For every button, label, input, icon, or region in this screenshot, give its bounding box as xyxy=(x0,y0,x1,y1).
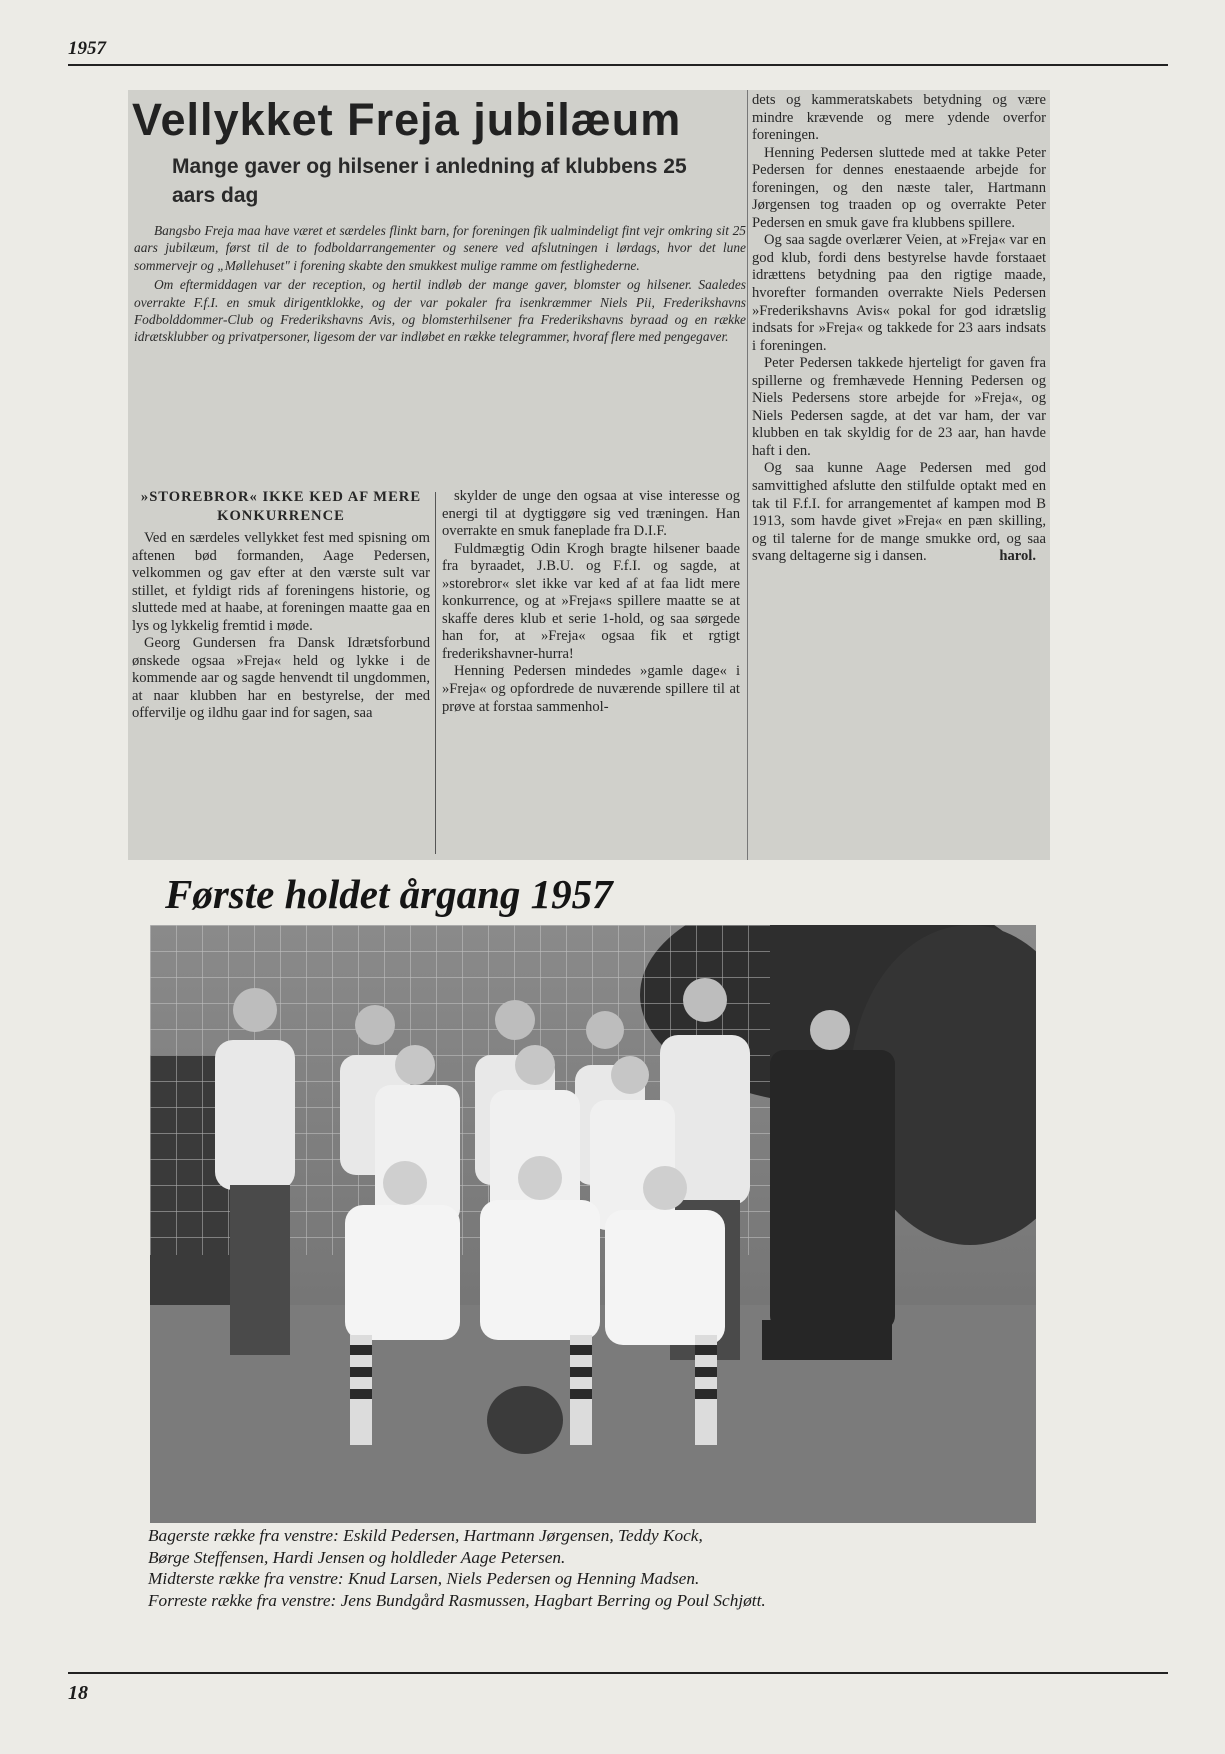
newspaper-clipping xyxy=(128,90,1050,860)
page-year: 1957 xyxy=(68,38,106,59)
body-paragraph: Peter Pedersen takkede hjerteligt for gaven fra spillerne og fremhævede Henning Pedersen og Niels Pedersens store arbejde for »Freja«, og Niels Pedersen sagde, at det var ham, der var klubben en tak skyldig for de 23 aar, han havde haft i den. xyxy=(752,355,1046,459)
caption-line: Midterste række fra venstre: Knud Larsen, Niels Pedersen og Henning Madsen. xyxy=(148,1569,700,1588)
body-paragraph: Ved en særdeles vellykket fest med spisning om aftenen bød formanden, Aage Pedersen, velkommen og gav efter at den værste sult var stillet, et fyldigt rids af foreningens historie, og sluttede med at haabe, at foreningen maatte gaa en lys og lykkelig fremtid i møde. xyxy=(132,530,430,634)
lead-paragraph: Om eftermiddagen var der reception, og hertil indløb der mange gaver, blomster og hilsener. Saaledes overrakte F.f.I. en smuk dirigentklokke, og der var pokaler fra isenkræmmer Niels Pii, Frederikshavns Fodbolddommer-Club og Frederikshavns Avis, og blomsterhilsener fra Frederikshavns byraad og en række idrætsklubber og privatpersoner, ligesom der var indløbet en række telegrammer, hvoraf flere med pengegaver. xyxy=(134,277,746,345)
body-paragraph: skylder de unge den ogsaa at vise interesse og energi til at dygtiggøre sig ved træningen. Han overrakte en smuk faneplade fra D.I.F. xyxy=(442,488,740,540)
article-column-3 xyxy=(752,92,1046,566)
body-paragraph xyxy=(752,460,1046,565)
body-paragraph: Og saa sagde overlærer Veien, at »Freja« var en god klub, fordi dens bestyrelse havde forstaaet idrættens betydning paa den rigtige maade, hvorefter formanden overrakte Niels Pedersen »Frederikshavns Avis« pokal for god idrætslig indsats for »Freja« og takkede for 23 aars indsats i foreningen. xyxy=(752,232,1046,354)
section-title: »STOREBROR« IKKE KED AF MERE KONKURRENCE xyxy=(140,489,422,524)
article-header xyxy=(128,90,748,470)
caption-line: Forreste række fra venstre: Jens Bundgård Rasmussen, Hagbart Berring og Poul Schjøtt. xyxy=(148,1590,766,1610)
body-text: Og saa kunne Aage Pedersen med god samvittighed afslutte den stilfulde optakt med en tak til F.f.I. for arrangementet af kampen mod B 1913, som havde givet »Freja« en pæn skilling, og til talerne for de mange smukke ord, og saa svang deltagerne sig i dansen. xyxy=(752,460,1046,565)
team-photo-caption xyxy=(148,1525,1108,1611)
lead-paragraph: Bangsbo Freja maa have været et særdeles flinkt barn, for foreningen fik ualmindeligt fint vejr omkring sit 25 aars jubilæum, først til de to fodboldarrangementer og senere ved afslutningen i lørdags, hvor det lune sommervejr og „Møllehuset" i forening skabte den smukkest mulige ramme om festlighederne. xyxy=(134,223,746,273)
article-subheadline: Mange gaver og hilsener i anledning af klubbens 25 aars dag xyxy=(172,155,687,207)
body-paragraph: dets og kammeratskabets betydning og være mindre krævende og mere ydende overfor foreningen. xyxy=(752,92,1046,144)
body-paragraph: Henning Pedersen sluttede med at takke Peter Pedersen for dennes enestaaende arbejde for foreningen, og den næste taler, Hartmann Jørgensen tog traaden op og overrakte Peter Pedersen en smuk gave fra klubbens spillere. xyxy=(752,144,1046,231)
team-photo xyxy=(150,925,1036,1523)
article-headline: Vellykket Freja jubilæum xyxy=(132,94,682,145)
article-column-2 xyxy=(442,488,740,716)
body-paragraph: Georg Gundersen fra Dansk Idrætsforbund ønskede ogsaa »Freja« held og lykke i de kommende aar og sagde henvendt til ungdommen, at naar klubben har en bestyrelse, der med offervilje og ildhu gaar ind for sagen, saa xyxy=(132,635,430,722)
body-paragraph: Fuldmægtig Odin Krogh bragte hilsener baade fra byraadet, J.B.U. og F.f.I. og sagde, at »storebror« slet ikke var ked af at faa lidt mere konkurrence, og at »Freja«s spillere maatte se at skaffe deres klub et serie 1-hold, og saa sørgede han for, at »Freja« ogsaa fik et rgtigt frederikshavner-hurra! xyxy=(442,540,740,662)
article-lead xyxy=(134,222,746,346)
team-photo-title: Første holdet årgang 1957 xyxy=(165,871,613,917)
article-column-1 xyxy=(132,488,430,723)
column-divider xyxy=(747,90,748,860)
header-rule xyxy=(68,64,1168,66)
body-paragraph: Henning Pedersen mindedes »gamle dage« i »Freja« og opfordrede de nuværende spillere til at prøve at forstaa sammenhol- xyxy=(442,663,740,715)
footer-rule xyxy=(68,1672,1168,1674)
column-divider xyxy=(435,492,436,854)
team-photo-image xyxy=(150,925,1036,1523)
page-number: 18 xyxy=(68,1682,88,1704)
article-signature: harol. xyxy=(999,548,1036,565)
caption-line: Børge Steffensen, Hardi Jensen og holdleder Aage Petersen. xyxy=(148,1547,566,1567)
caption-line: Bagerste række fra venstre: Eskild Pedersen, Hartmann Jørgensen, Teddy Kock, xyxy=(148,1526,703,1545)
